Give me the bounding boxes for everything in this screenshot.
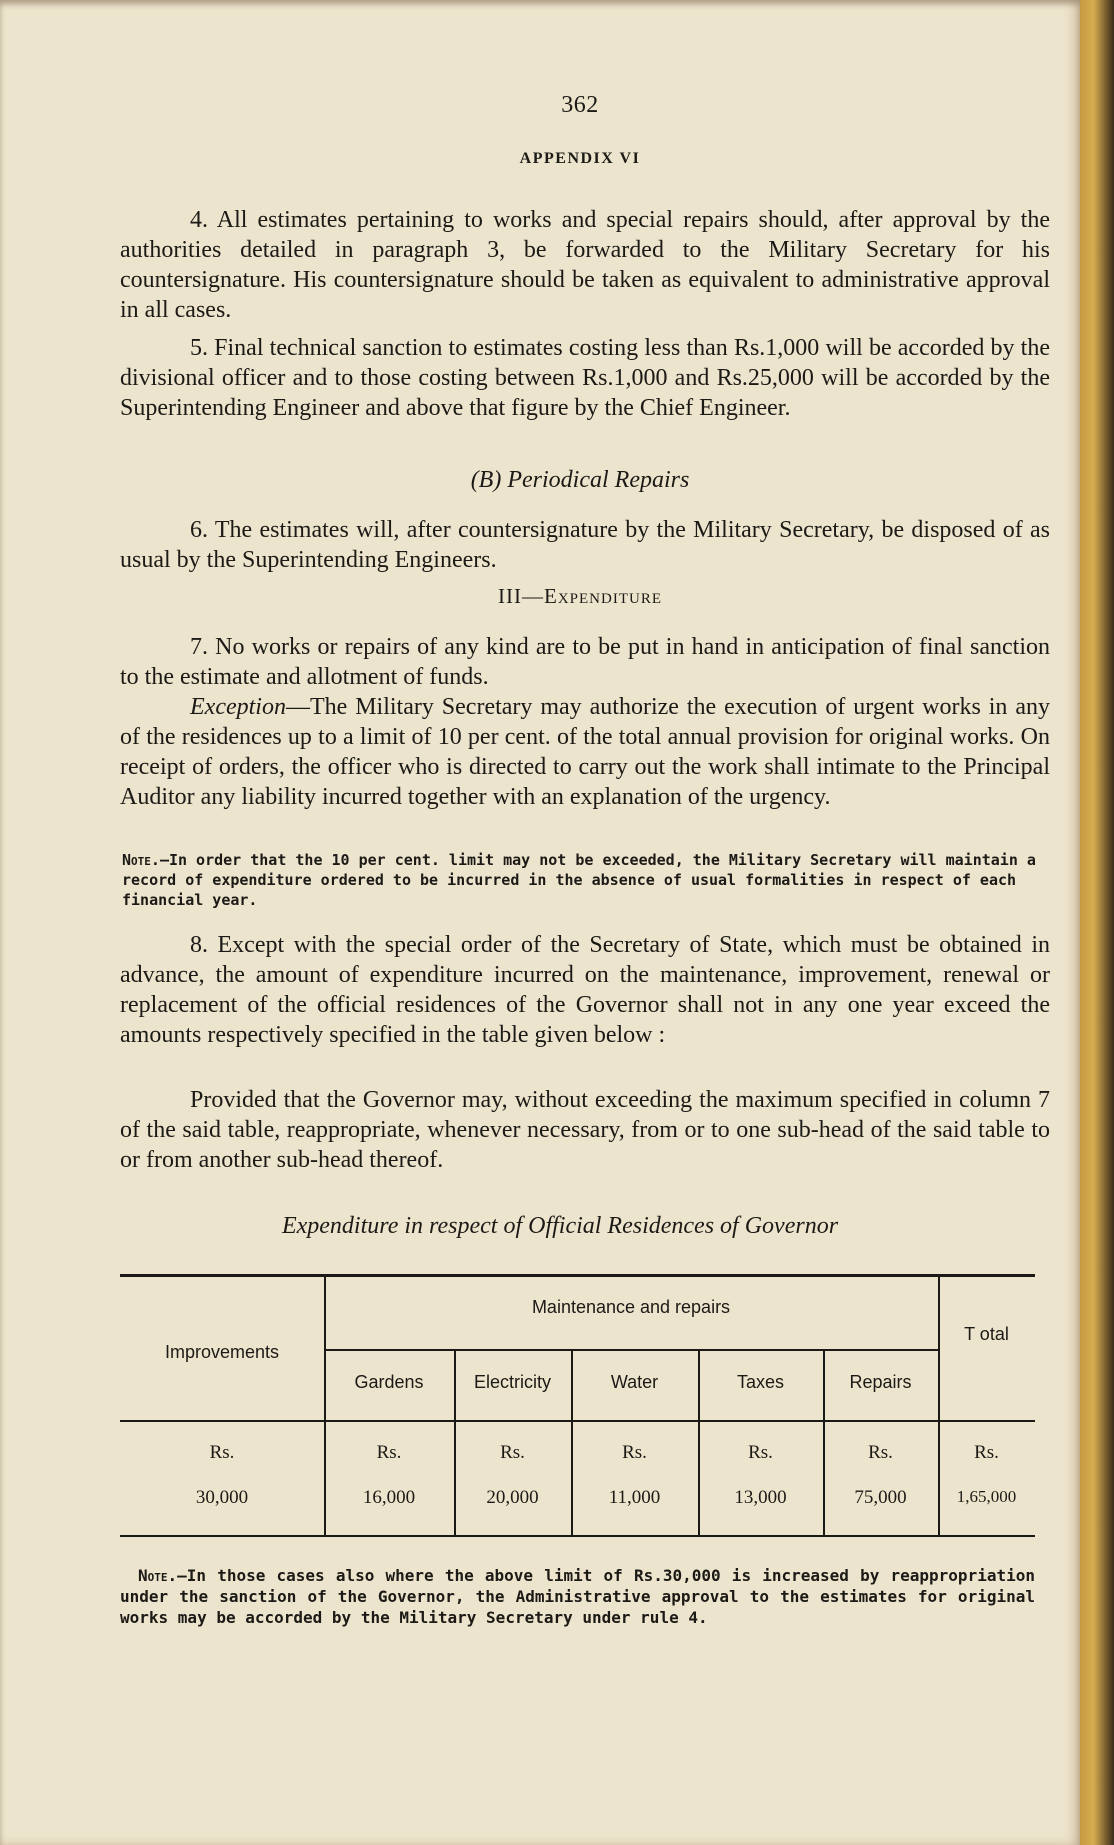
table-bottom-rule xyxy=(120,1535,1035,1537)
paragraph-7-exception xyxy=(120,692,1050,812)
exception-text: —The Military Secretary may authorize the execution of urgent works in any of the residences up to a limit of 10 per cent. of the total annual provision for original works. On receipt of orders, the officer who is directed to carry out the work shall intimate to the Principal Auditor any liability incurred together with an explanation of the urgency. xyxy=(120,694,1050,810)
paragraph-proviso xyxy=(120,1085,1050,1175)
header-bottom-rule xyxy=(120,1420,1035,1422)
header-total: T otal xyxy=(964,1324,1009,1344)
value-water: 11,000 xyxy=(608,1487,661,1508)
paragraph-5 xyxy=(120,333,1050,423)
paragraph-7 xyxy=(120,632,1050,812)
paragraph-5-text: 5. Final technical sanction to estimates costing less than Rs.1,000 will be accorded by the divisional officer and to those costing between Rs.1,000 and Rs.25,000 will be accorded by the Superintending Engineer and above that figure by the Chief Engineer. xyxy=(120,335,1050,421)
book-page-edge xyxy=(1080,0,1114,1845)
note-label: Note. xyxy=(122,851,160,869)
header-taxes: Taxes xyxy=(736,1372,785,1392)
page-number: 362 xyxy=(561,92,599,118)
paragraph-4-text: 4. All estimates pertaining to works and special repairs should, after approval by the authorities detailed in paragraph 3, be forwarded to the Military Secretary for his countersignature. His countersignature should be taken as equivalent to administrative approval in all cases. xyxy=(120,207,1050,323)
note-text: —In order that the 10 per cent. limit may not be exceeded, the Military Secretary will maintain a record of expenditure ordered to be incurred in the absence of usual formalities in respect of each financial year. xyxy=(122,851,1036,909)
header-improvements: Improvements xyxy=(164,1342,280,1362)
subheading-periodical-repairs xyxy=(0,467,1114,494)
subheading-prefix: (B) xyxy=(470,467,502,493)
header-maintenance-and-repairs: Maintenance and repairs xyxy=(531,1297,731,1317)
unit-water: Rs. xyxy=(622,1442,647,1463)
unit-taxes: Rs. xyxy=(748,1442,773,1463)
exception-label: Exception xyxy=(190,694,286,720)
header-water: Water xyxy=(610,1372,659,1392)
section-heading-expenditure: III—Expenditure xyxy=(498,584,662,608)
value-electricity: 20,000 xyxy=(486,1487,539,1508)
unit-total: Rs. xyxy=(974,1442,999,1463)
note-text: —In those cases also where the above limit of Rs.30,000 is increased by reappropriation under the sanction of the Governor, the Administrative approval to the estimates for original works may be accorded by the Military Secretary under rule 4. xyxy=(120,1566,1035,1627)
paragraph-8-text: 8. Except with the special order of the Secretary of State, which must be obtained in advance, the amount of expenditure incurred on the maintenance, improvement, renewal or replacement of the official residences of the Governor shall not in any one year exceed the amounts respectively specified in the table given below : xyxy=(120,932,1050,1048)
value-improvements: 30,000 xyxy=(195,1487,249,1508)
note-label: Note. xyxy=(138,1566,178,1585)
unit-electricity: Rs. xyxy=(500,1442,525,1463)
paragraph-7-text: 7. No works or repairs of any kind are to be put in hand in anticipation of final sanction to the estimate and allotment of funds. xyxy=(120,634,1050,690)
unit-gardens: Rs. xyxy=(376,1442,402,1463)
table-title: Expenditure in respect of Official Residences of Governor xyxy=(281,1213,839,1239)
header-electricity: Electricity xyxy=(473,1372,551,1392)
note-reappropriation xyxy=(120,1565,1035,1628)
value-taxes: 13,000 xyxy=(734,1487,787,1508)
header-gardens: Gardens xyxy=(354,1372,424,1392)
paragraph-6-text: 6. The estimates will, after countersignature by the Military Secretary, be disposed of as usual by the Superintending Engineers. xyxy=(120,517,1050,573)
header-repairs: Repairs xyxy=(849,1372,912,1392)
running-head: APPENDIX VI xyxy=(519,150,641,167)
value-total: 1,65,000 xyxy=(956,1487,1017,1506)
value-repairs: 75,000 xyxy=(854,1487,907,1508)
value-gardens: 16,000 xyxy=(362,1487,416,1508)
expenditure-table xyxy=(120,1269,1035,1539)
paragraph-proviso-text: Provided that the Governor may, without exceeding the maximum specified in column 7 of the said table, reappropriate, whenever necessary, from or to one sub-head of the said table to or from another sub-head thereof. xyxy=(120,1087,1050,1173)
unit-improvements: Rs. xyxy=(209,1442,235,1463)
table-top-rule xyxy=(120,1274,1035,1277)
paragraph-6 xyxy=(120,515,1050,575)
subheading-label: Periodical Repairs xyxy=(507,467,690,493)
note-military-secretary xyxy=(122,850,1050,910)
paragraph-4 xyxy=(120,205,1050,325)
paragraph-8 xyxy=(120,930,1050,1050)
group-header-rule xyxy=(324,1349,938,1351)
unit-repairs: Rs. xyxy=(868,1442,893,1463)
